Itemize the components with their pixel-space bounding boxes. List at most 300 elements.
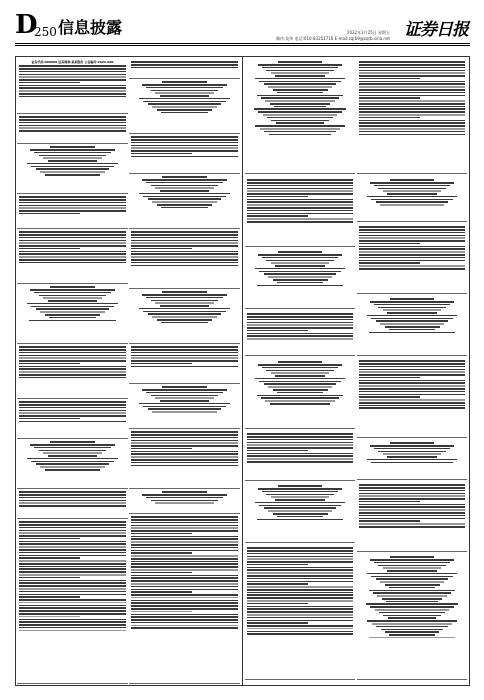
- text-line: [271, 120, 328, 122]
- text-line: [273, 389, 328, 391]
- text-line: [247, 185, 353, 187]
- text-line: [258, 64, 343, 66]
- text-line: [19, 87, 126, 89]
- text-line: [359, 114, 465, 116]
- text-line: [19, 253, 126, 255]
- text-line: [273, 513, 328, 515]
- text-line: [359, 374, 465, 376]
- text-line: [155, 187, 214, 189]
- text-line: [131, 442, 238, 444]
- text-line: [19, 505, 126, 507]
- announcement-block: [245, 546, 355, 680]
- text-line: [274, 106, 326, 108]
- text-line: [19, 500, 126, 502]
- text-line: [247, 589, 353, 591]
- announcement-block: [17, 195, 128, 229]
- text-line: [359, 369, 465, 371]
- text-line: [247, 179, 353, 181]
- text-line: [131, 594, 238, 596]
- text-line: [247, 450, 308, 452]
- text-line: [131, 434, 238, 436]
- text-line: [247, 558, 353, 560]
- text-line: [19, 368, 126, 370]
- text-line: [359, 248, 465, 250]
- text-line: [247, 453, 353, 455]
- text-line: [255, 268, 345, 270]
- text-line: [247, 633, 353, 635]
- text-line: [359, 385, 465, 387]
- text-line: [359, 268, 465, 270]
- text-line: [152, 316, 216, 318]
- text-line: [247, 447, 353, 449]
- text-line: [157, 204, 213, 206]
- text-line: [131, 555, 238, 557]
- text-line: [19, 605, 126, 607]
- text-line: [370, 445, 455, 447]
- announcement-block: [357, 178, 467, 222]
- text-line: [278, 361, 322, 363]
- text-line: [264, 383, 337, 385]
- text-line: [160, 95, 210, 97]
- text-line: [278, 485, 322, 487]
- text-line: [19, 125, 126, 127]
- text-line: [376, 201, 449, 203]
- text-line: [143, 406, 225, 408]
- text-line: [385, 326, 440, 328]
- text-line: [19, 401, 126, 403]
- text-line: [247, 556, 353, 558]
- text-line: [131, 547, 238, 549]
- text-line: [131, 558, 238, 560]
- text-line: [359, 512, 465, 514]
- text-line: [262, 257, 338, 259]
- text-line: [359, 506, 465, 508]
- text-line: [247, 586, 353, 588]
- text-line: [131, 349, 238, 351]
- header-meta: [276, 30, 390, 42]
- text-line: [131, 147, 238, 149]
- text-line: [359, 257, 465, 259]
- text-line: [148, 313, 221, 315]
- text-line: [131, 566, 238, 568]
- text-line: [359, 254, 465, 256]
- text-line: [131, 346, 238, 348]
- text-line: [359, 407, 465, 409]
- text-line: [19, 557, 80, 559]
- text-line: [151, 395, 219, 397]
- text-line: [19, 346, 126, 348]
- text-line: [19, 349, 126, 351]
- text-line: [19, 213, 80, 215]
- text-line: [385, 584, 440, 586]
- announcement-block: [357, 60, 467, 174]
- text-line: [48, 455, 98, 457]
- text-line: [264, 83, 337, 85]
- text-line: [19, 594, 126, 596]
- text-line: [247, 338, 353, 340]
- text-line: [262, 491, 338, 493]
- text-line: [160, 400, 210, 402]
- announcement-block: [357, 225, 467, 294]
- text-line: [131, 600, 238, 602]
- text-line: [162, 491, 206, 493]
- text-line: [19, 591, 126, 593]
- text-line: [359, 405, 465, 407]
- text-line: [247, 592, 353, 594]
- text-line: [247, 322, 353, 324]
- text-line: [19, 421, 126, 423]
- text-line: [19, 610, 126, 612]
- text-line: [19, 596, 80, 598]
- text-line: [264, 131, 336, 133]
- text-line: [146, 497, 223, 499]
- text-line: [247, 611, 353, 613]
- announcement-block: [17, 400, 128, 439]
- text-line: [19, 240, 126, 242]
- text-line: [19, 65, 126, 67]
- text-line: [247, 600, 353, 602]
- announcement-title: 证券代码:000000 证券简称:某某股份 公告编号:2022-000: [31, 60, 114, 64]
- text-line: [247, 461, 353, 463]
- text-line: [131, 245, 238, 247]
- text-line: [381, 629, 444, 631]
- text-line: [19, 410, 126, 412]
- text-line: [247, 190, 353, 192]
- text-line: [359, 490, 465, 492]
- text-line: [19, 555, 126, 557]
- text-line: [146, 87, 223, 89]
- text-line: [275, 375, 325, 377]
- text-line: [152, 106, 216, 108]
- text-line: [19, 607, 126, 609]
- text-line: [131, 150, 238, 152]
- text-line: [359, 493, 465, 495]
- contact-line: 制作:莫华 电话:010-83251716 E-mail:zqrb9@zqrb.sina.net: [275, 36, 390, 41]
- text-line: [359, 75, 465, 77]
- text-line: [374, 562, 450, 564]
- text-line: [247, 316, 353, 318]
- text-line: [258, 488, 343, 490]
- text-line: [247, 458, 353, 460]
- text-line: [155, 397, 214, 399]
- text-line: [19, 574, 126, 576]
- announcement-block: [129, 490, 240, 514]
- text-line: [48, 300, 98, 302]
- text-line: [19, 577, 80, 579]
- text-line: [277, 516, 323, 518]
- announcement-block: [129, 290, 240, 344]
- text-line: [247, 564, 308, 566]
- text-line: [139, 193, 230, 195]
- text-line: [19, 624, 126, 626]
- text-line: [273, 89, 328, 91]
- text-line: [19, 76, 126, 78]
- text-line: [275, 499, 325, 501]
- text-line: [131, 453, 238, 455]
- text-line: [19, 538, 80, 540]
- text-line: [19, 566, 126, 568]
- text-line: [131, 527, 238, 529]
- text-line: [378, 451, 445, 453]
- text-line: [19, 530, 126, 532]
- text-line: [131, 360, 238, 362]
- text-line: [371, 199, 452, 201]
- text-line: [142, 179, 227, 181]
- text-line: [378, 565, 445, 567]
- text-line: [376, 626, 448, 628]
- text-line: [19, 82, 80, 84]
- text-line: [131, 451, 238, 453]
- text-line: [36, 463, 109, 465]
- text-line: [380, 204, 444, 206]
- text-line: [359, 402, 465, 404]
- text-line: [19, 602, 126, 604]
- text-line: [19, 79, 126, 81]
- text-line: [19, 502, 126, 504]
- text-line: [359, 78, 420, 80]
- text-line: [371, 462, 452, 464]
- text-line: [372, 623, 452, 625]
- text-line: [359, 262, 420, 264]
- text-line: [27, 163, 118, 165]
- text-line: [247, 614, 353, 616]
- text-line: [19, 262, 126, 264]
- text-line: [277, 392, 323, 394]
- text-line: [359, 498, 465, 500]
- text-line: [359, 72, 465, 74]
- masthead-logo: 证券日报: [404, 20, 468, 40]
- text-line: [131, 459, 238, 461]
- text-line: [359, 134, 465, 136]
- text-line: [247, 327, 353, 329]
- text-line: [19, 563, 126, 565]
- text-line: [131, 552, 192, 554]
- text-line: [385, 631, 439, 633]
- text-line: [19, 599, 126, 601]
- text-line: [131, 577, 238, 579]
- text-line: [19, 371, 126, 373]
- text-line: [359, 67, 465, 69]
- text-line: [131, 597, 238, 599]
- text-line: [359, 240, 465, 242]
- text-line: [19, 96, 126, 98]
- text-line: [259, 381, 340, 383]
- text-line: [29, 320, 117, 322]
- text-line: [247, 561, 353, 563]
- text-line: [259, 505, 340, 507]
- announcement-block: [129, 175, 240, 229]
- text-line: [19, 122, 126, 124]
- text-line: [162, 386, 206, 388]
- text-line: [131, 516, 238, 518]
- date-line: 2022年3月25日 星期五: [346, 30, 390, 35]
- text-line: [155, 92, 214, 94]
- text-line: [131, 541, 238, 543]
- text-line: [131, 627, 238, 629]
- text-line: [266, 370, 333, 372]
- announcement-block: [17, 490, 128, 519]
- text-line: [359, 484, 465, 486]
- text-line: [131, 572, 192, 574]
- announcement-block: [357, 555, 467, 680]
- text-line: [19, 196, 126, 198]
- text-line: [359, 246, 465, 248]
- text-line: [247, 193, 353, 195]
- text-line: [366, 603, 458, 605]
- text-line: [359, 232, 465, 234]
- text-line: [371, 318, 452, 320]
- text-line: [264, 507, 337, 509]
- text-line: [255, 78, 345, 80]
- text-line: [388, 617, 436, 619]
- text-line: [131, 522, 238, 524]
- text-line: [247, 210, 353, 212]
- text-line: [383, 615, 440, 617]
- text-line: [247, 324, 353, 326]
- text-line: [19, 71, 126, 73]
- text-line: [19, 116, 126, 118]
- text-line: [254, 108, 346, 110]
- text-line: [257, 395, 344, 397]
- text-line: [131, 561, 238, 563]
- text-line: [19, 245, 126, 247]
- announcement-block: [129, 60, 240, 79]
- text-line: [268, 510, 332, 512]
- text-line: [50, 441, 94, 443]
- text-line: [259, 271, 340, 273]
- text-line: [19, 242, 126, 244]
- text-line: [19, 535, 126, 537]
- text-line: [19, 541, 126, 543]
- text-line: [142, 294, 227, 296]
- text-line: [255, 502, 345, 504]
- text-line: [359, 128, 465, 130]
- text-line: [131, 139, 238, 141]
- text-line: [359, 89, 465, 91]
- text-line: [131, 589, 238, 591]
- text-line: [43, 452, 102, 454]
- text-line: [131, 248, 192, 250]
- text-line: [375, 609, 450, 611]
- text-line: [131, 136, 238, 138]
- text-line: [34, 447, 111, 449]
- text-line: [161, 112, 208, 114]
- text-line: [19, 585, 126, 587]
- text-line: [19, 205, 126, 207]
- text-line: [131, 608, 238, 610]
- announcement-block: [357, 297, 467, 356]
- text-line: [359, 103, 465, 105]
- text-line: [19, 210, 126, 212]
- text-line: [389, 329, 435, 331]
- text-line: [262, 67, 338, 69]
- announcement-block: [245, 432, 355, 481]
- announcement-block: [17, 345, 128, 399]
- text-line: [277, 282, 323, 284]
- text-line: [152, 411, 216, 413]
- text-line: [359, 380, 465, 382]
- text-line: [359, 360, 465, 362]
- text-line: [39, 450, 107, 452]
- text-line: [263, 114, 338, 116]
- text-line: [370, 301, 455, 303]
- text-line: [268, 276, 332, 278]
- text-line: [380, 323, 444, 325]
- text-line: [160, 305, 210, 307]
- text-line: [275, 265, 325, 267]
- text-line: [146, 182, 223, 184]
- announcement-block: [245, 360, 355, 429]
- text-line: [359, 363, 465, 365]
- text-line: [19, 616, 80, 618]
- text-line: [247, 581, 353, 583]
- text-line: [262, 367, 338, 369]
- text-line: [34, 152, 111, 154]
- text-line: [271, 72, 329, 74]
- text-line: [34, 292, 111, 294]
- text-line: [155, 502, 214, 504]
- text-line: [19, 549, 126, 551]
- text-line: [139, 308, 230, 310]
- announcement-block: [357, 483, 467, 552]
- text-line: [247, 201, 353, 203]
- text-line: [247, 617, 353, 619]
- text-line: [131, 265, 238, 267]
- text-line: [247, 439, 353, 441]
- text-line: [43, 297, 102, 299]
- text-line: [390, 442, 434, 444]
- announcement-block: [129, 430, 240, 489]
- text-line: [148, 103, 221, 105]
- announcement-block: [17, 230, 128, 284]
- text-line: [367, 315, 457, 317]
- text-line: [131, 431, 238, 433]
- text-line: [247, 606, 353, 608]
- announcement-block: [129, 80, 240, 134]
- text-line: [255, 378, 345, 380]
- column-divider: [242, 56, 243, 686]
- text-line: [247, 442, 353, 444]
- text-line: [359, 396, 420, 398]
- text-line: [270, 103, 331, 105]
- text-line: [247, 218, 353, 220]
- text-line: [247, 182, 353, 184]
- text-line: [359, 501, 420, 503]
- text-line: [271, 496, 329, 498]
- text-line: [247, 333, 353, 335]
- text-line: [247, 603, 308, 605]
- text-line: [131, 251, 238, 253]
- text-line: [369, 637, 455, 639]
- text-line: [131, 580, 238, 582]
- text-line: [45, 314, 101, 316]
- text-line: [131, 569, 238, 571]
- text-line: [148, 408, 221, 410]
- text-line: [257, 519, 344, 521]
- text-line: [359, 371, 465, 373]
- text-line: [31, 306, 113, 308]
- text-line: [359, 122, 465, 124]
- text-line: [379, 612, 445, 614]
- text-line: [19, 532, 126, 534]
- text-line: [359, 399, 465, 401]
- text-line: [146, 392, 223, 394]
- text-line: [387, 570, 437, 572]
- text-line: [382, 598, 443, 600]
- text-line: [265, 100, 334, 102]
- text-line: [266, 260, 333, 262]
- text-line: [371, 576, 452, 578]
